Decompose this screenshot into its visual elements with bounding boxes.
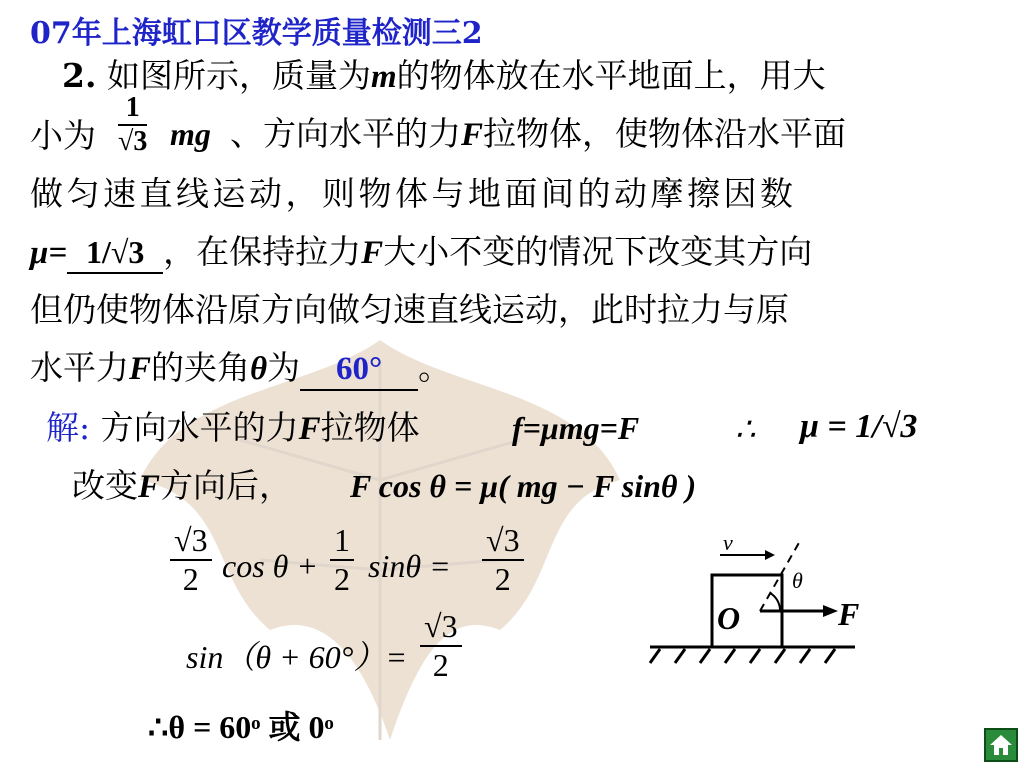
mg-symbol: mg	[170, 116, 211, 152]
eq3-sin-term: sinθ =	[368, 548, 451, 584]
solution-line-1: 解: 方向水平的力F拉物体	[46, 408, 420, 447]
angle-arc	[770, 593, 780, 611]
friction-equation: f=μmg=F	[512, 410, 640, 446]
eq3-fraction-3: $\frac{√3}{2}$	[482, 522, 524, 598]
final-result: ∴θ = 60ᵒ 或 0ᵒ	[148, 709, 334, 745]
problem-line-5: 但仍使物体沿原方向做匀速直线运动，此时拉力与原	[30, 290, 789, 329]
velocity-label: v	[723, 530, 733, 555]
eq4-fraction: $\frac{√3}{2}$	[420, 608, 462, 684]
home-icon	[986, 730, 1016, 760]
theta-label: θ	[792, 568, 803, 593]
force-label: F	[838, 596, 860, 632]
angle-answer: 60°	[300, 349, 418, 391]
mu-result: μ = 1/√3	[800, 408, 918, 445]
home-button[interactable]	[984, 728, 1018, 762]
eq3-fraction-2: $\frac{1}{2}$	[330, 522, 354, 598]
problem-line-4: μ= 1/√3 ，在保持拉力F大小不变的情况下改变其方向	[30, 232, 812, 274]
solution-label: 解:	[46, 408, 91, 447]
problem-line-2b: 、方向水平的力F拉物体，使物体沿水平面	[230, 114, 847, 153]
eq3-cos-term: cos θ +	[222, 548, 318, 584]
page-title: 07年上海虹口区教学质量检测三2	[30, 16, 483, 51]
ground-hatching	[650, 649, 835, 663]
problem-line-6: 水平力F的夹角θ为 60° 。	[30, 348, 451, 391]
solution-line-2: 改变F方向后，	[72, 466, 293, 505]
force-diagram	[640, 525, 870, 675]
problem-line-1: 2. 如图所示，质量为m的物体放在水平地面上，用大	[62, 56, 826, 95]
problem-line-2a: 小为	[30, 116, 96, 155]
mu-answer: 1/√3	[67, 232, 163, 274]
problem-line-3: 做匀速直线运动，则物体与地面间的动摩擦因数	[30, 174, 797, 213]
therefore-symbol: ∴	[735, 411, 756, 447]
eq3-fraction-1: $\frac{√3}{2}$	[170, 522, 212, 598]
eq4-left: sin（θ + 60°）=	[186, 639, 408, 675]
problem-number: 2.	[62, 56, 97, 95]
origin-label: O	[717, 600, 741, 636]
balance-equation: F cos θ = μ( mg − F sinθ )	[350, 468, 697, 504]
force-magnitude-fraction: $\frac{1}{√3}$	[118, 92, 148, 157]
